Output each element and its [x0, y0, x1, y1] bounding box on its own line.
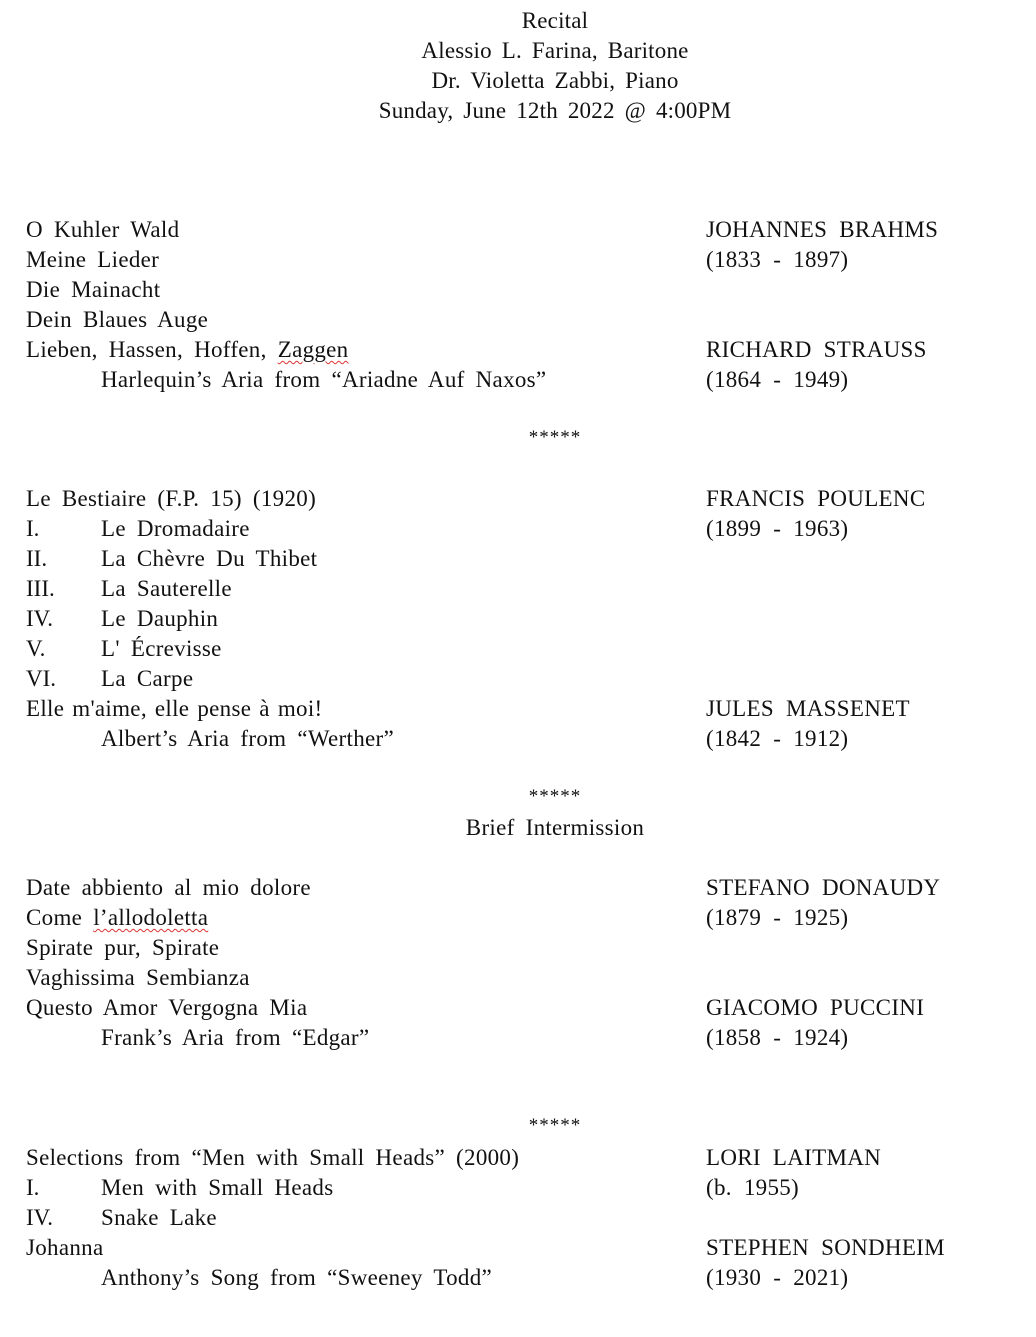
composer-dates: (1833 - 1897) — [706, 247, 849, 272]
section-separator: ***** — [528, 1115, 582, 1136]
composer-name: STEPHEN SONDHEIM — [706, 1235, 945, 1260]
song-title: Le Bestiaire (F.P. 15) (1920) — [26, 486, 317, 511]
song-title-part: Come — [26, 905, 94, 930]
section-separator: ***** — [528, 427, 582, 448]
section-separator: ***** — [528, 786, 582, 807]
movement-title: L' Écrevisse — [101, 636, 222, 661]
composer-dates: (1899 - 1963) — [706, 516, 849, 541]
song-subtitle: Frank’s Aria from “Edgar” — [101, 1025, 370, 1050]
movement-number: I. — [26, 516, 40, 541]
song-title: Vaghissima Sembianza — [26, 965, 250, 990]
movement-title: Snake Lake — [101, 1205, 217, 1230]
composer-dates: (1930 - 2021) — [706, 1265, 849, 1290]
composer-dates: (1879 - 1925) — [706, 905, 849, 930]
intermission-label: Brief Intermission — [465, 815, 645, 840]
composer-name: RICHARD STRAUSS — [706, 337, 927, 362]
composer-dates: (b. 1955) — [706, 1175, 800, 1200]
composer-name: FRANCIS POULENC — [706, 486, 926, 511]
song-title — [26, 337, 349, 363]
song-title: Spirate pur, Spirate — [26, 935, 220, 960]
song-title: Questo Amor Vergogna Mia — [26, 995, 308, 1020]
performer-piano: Dr. Violetta Zabbi, Piano — [431, 68, 679, 93]
song-title: Die Mainacht — [26, 277, 161, 302]
song-subtitle: Harlequin’s Aria from “Ariadne Auf Naxos” — [101, 367, 547, 392]
spellcheck-word: Zaggen — [277, 337, 349, 362]
movement-title: Le Dromadaire — [101, 516, 250, 541]
song-title — [26, 905, 208, 931]
movement-number: VI. — [26, 666, 57, 691]
song-title: Elle m'aime, elle pense à moi! — [26, 696, 323, 721]
song-title-part: Lieben, Hassen, Hoffen, — [26, 337, 278, 362]
song-title: Date abbiento al mio dolore — [26, 875, 311, 900]
movement-number: II. — [26, 546, 48, 571]
song-title: Johanna — [26, 1235, 104, 1260]
movement-number: I. — [26, 1175, 40, 1200]
song-title: Meine Lieder — [26, 247, 160, 272]
spellcheck-word: l’allodoletta — [93, 905, 209, 930]
performer-baritone: Alessio L. Farina, Baritone — [421, 38, 689, 63]
song-title: Dein Blaues Auge — [26, 307, 209, 332]
movement-number: IV. — [26, 606, 54, 631]
song-subtitle: Anthony’s Song from “Sweeney Todd” — [101, 1265, 493, 1290]
movement-title: La Sauterelle — [101, 576, 232, 601]
composer-dates: (1842 - 1912) — [706, 726, 849, 751]
movement-number: V. — [26, 636, 46, 661]
movement-title: La Chèvre Du Thibet — [101, 546, 318, 571]
composer-name: JULES MASSENET — [706, 696, 910, 721]
recital-title: Recital — [521, 8, 589, 33]
movement-title: Le Dauphin — [101, 606, 219, 631]
composer-name: JOHANNES BRAHMS — [706, 217, 939, 242]
composer-name: LORI LAITMAN — [706, 1145, 882, 1170]
song-subtitle: Albert’s Aria from “Werther” — [101, 726, 394, 751]
movement-title: Men with Small Heads — [101, 1175, 334, 1200]
composer-name: STEFANO DONAUDY — [706, 875, 941, 900]
composer-name: GIACOMO PUCCINI — [706, 995, 925, 1020]
movement-title: La Carpe — [101, 666, 194, 691]
recital-date: Sunday, June 12th 2022 @ 4:00PM — [378, 98, 732, 123]
song-title: Selections from “Men with Small Heads” (2000) — [26, 1145, 520, 1170]
movement-number: III. — [26, 576, 55, 601]
composer-dates: (1864 - 1949) — [706, 367, 849, 392]
composer-dates: (1858 - 1924) — [706, 1025, 849, 1050]
song-title: O Kuhler Wald — [26, 217, 180, 242]
movement-number: IV. — [26, 1205, 54, 1230]
